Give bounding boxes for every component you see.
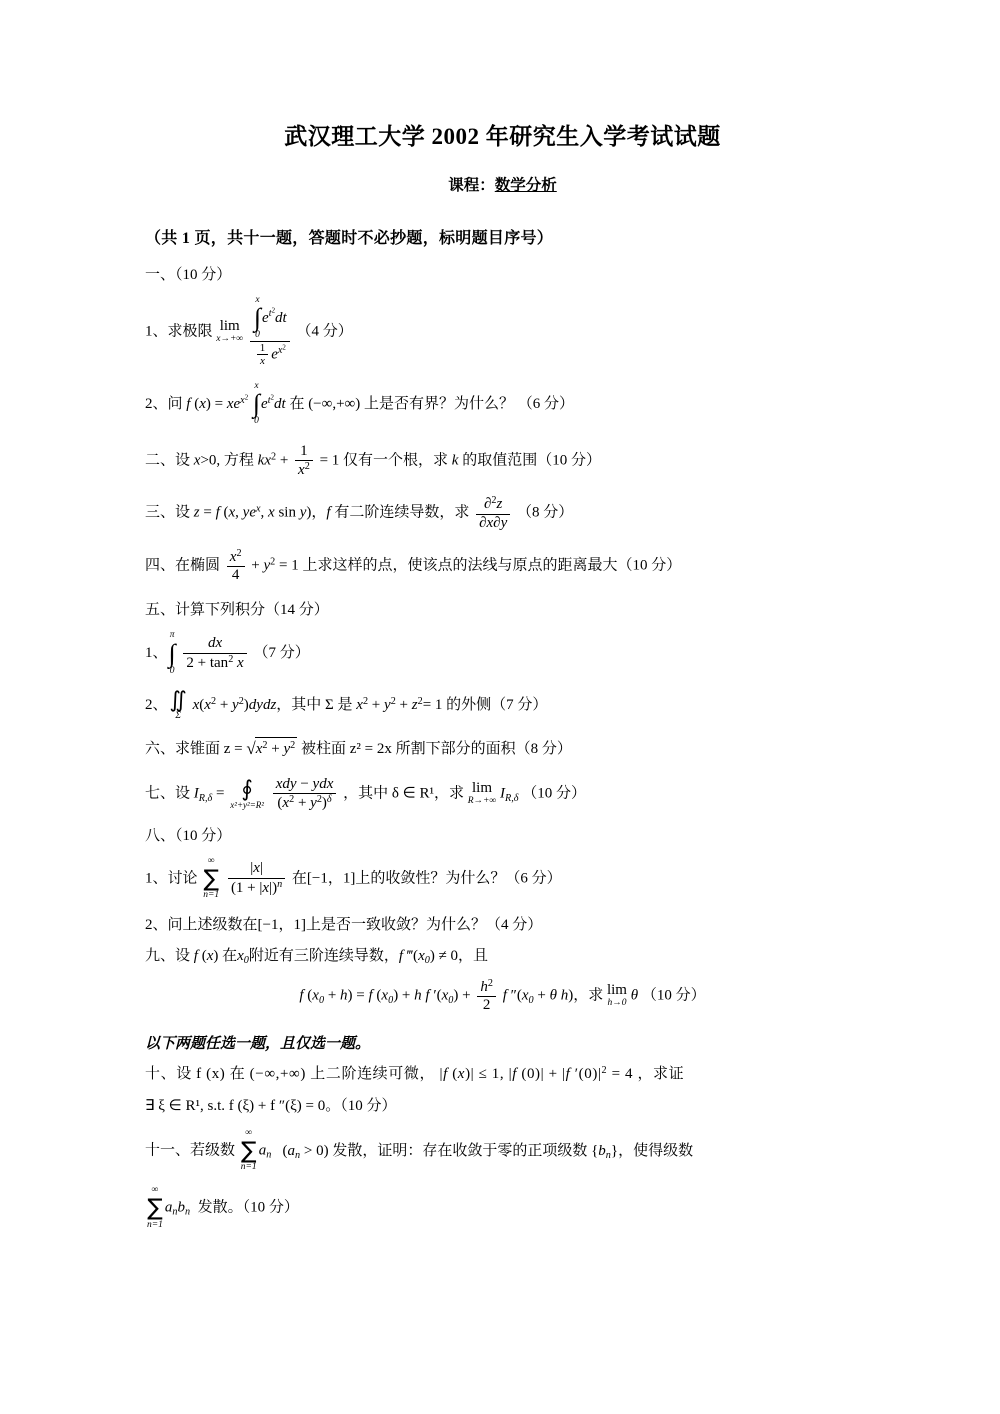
question-1-2: 2、问 f $(x) = xe^{x^2}$ x ∫ 0 $e^{t^2}dt$ 在 (−∞,+∞) 上是否有界？为什么？ （6 分） [145, 380, 575, 427]
course-line [145, 173, 860, 195]
question-6: 六、求锥面 $z = √x^2 + y^2$ 被柱面 z² = 2x 所割下部分的面积（8 分） [145, 736, 860, 762]
question-10-mid: ，求证 [637, 1066, 685, 1083]
limit-operator: lim h→0 [606, 982, 627, 1008]
question-3: 三、设 z = f (x, $ye^x$, x sin y)，f 有二阶连续导数，求 $\frac{\partial^2z}{\partial x\partial y}$ （8 分） [145, 495, 574, 531]
question-4: 四、在椭圆 $\frac{x^2}{4}$ + $y^2 = 1$ 上求这样的点，使该点的法线与原点的距离最大（10 分） [145, 547, 682, 584]
question-11-score: （10 分） [242, 1199, 299, 1216]
question-5-2-score: （7 分） [491, 697, 548, 714]
question-6-tail: 被柱面 z² = 2x 所割下部分的面积 [300, 741, 516, 758]
course-prefix: 课程： [448, 177, 495, 194]
question-3-score: （8 分） [517, 505, 574, 522]
question-6-prefix: 六、求锥面 z = [145, 741, 243, 758]
integral-sign: x ∫ 0 [252, 380, 261, 427]
question-8-2 [145, 914, 860, 937]
question-8-1-prefix: 1、讨论 [145, 870, 198, 887]
integral-sign: π ∫ 0 [168, 630, 176, 676]
question-5-2-tail: = 1 的外侧 [422, 697, 492, 714]
question-5-label [145, 599, 860, 622]
limit-operator: lim R→+∞ [467, 780, 497, 806]
question-9-equation: f $(x_0 + h) = f$ $(x_0) + h$ f $'(x_0)$ + $\frac{h^2}{2}$ f $''(x_0 + \theta$ h)，求 lim h→0 θ （10 分） [299, 977, 706, 1013]
question-5-1: 1、 π ∫ 0 $\frac{dx}{2 + \tan^2 x}$ （7 分） [145, 630, 310, 676]
question-11-mid: $(a_n > 0)$ 发散，证明：存在收敛于零的正项级数 $\{b_n\}$，使得级数 [282, 1142, 694, 1161]
question-1-1-text: 1、求极限 [145, 323, 213, 340]
question-9-score: （10 分） [641, 987, 706, 1004]
question-6-score: （8 分） [515, 741, 572, 758]
question-1-label: 一、（10 分） [145, 267, 232, 283]
question-10-prefix: 十、设 f (x) 在 (−∞,+∞) 上二阶连续可微， [145, 1066, 436, 1083]
question-11-tail: ∞ ∑ n=1 $a_nb_n$ 发散。（10 分） [147, 1185, 299, 1230]
question-10-text: ∃ ξ ∈ R¹, s.t. f (ξ) + f ″(ξ) = 0。 [145, 1097, 341, 1114]
question-10: 十、设 f (x) 在 (−∞,+∞) 上二阶连续可微， |f (x)| ≤ 1, |f (0)| + |f $'(0)|^2 = 4$ ，求证 [145, 1065, 685, 1083]
question-8-label: 八、（10 分） [145, 828, 232, 845]
question-5-score: （14 分） [265, 601, 329, 618]
optional-note: 以下两题任选一题，且仅选一题。 [145, 1036, 371, 1053]
summation-sign: ∞ ∑ n=1 [147, 1185, 163, 1230]
course-name: 数学分析 [494, 177, 557, 194]
question-11: 十一、若级数 ∞ ∑ n=1 $a_n$ $(a_n > 0)$ 发散，证明：存在收敛于零的正项级数 $\{b_n\}$，使得级数 [145, 1128, 694, 1173]
question-5-2-mid: ，其中 Σ 是 [276, 697, 353, 714]
question-1-2-text: 在 (−∞,+∞) 上是否有界？为什么？ [289, 395, 514, 412]
question-2: 二、设 x>0, 方程 $kx^2$ + $\frac{1}{x^2}$ = 1 仅有一个根，求 k 的取值范围（10 分） [145, 442, 601, 479]
question-10-conclusion [145, 1095, 860, 1118]
fraction: x ∫ 0 $e^{t^2}dt$ $\frac{1}{x}$ $e^{x^2}$ [250, 296, 290, 368]
question-1-2-score: （6 分） [517, 395, 575, 412]
question-5-1-score: （7 分） [253, 645, 310, 661]
question-5-text: 五、计算下列积分 [145, 601, 266, 618]
question-5-2: 2、 ∬ Σ $x(x^2$ + $y^2)dydz$，其中 Σ 是 $x^2 + y^2 + z^2= 1$ 的外侧（7 分） [145, 688, 548, 722]
question-4-score: （10 分） [617, 557, 682, 574]
double-integral-sign: ∬ Σ [169, 688, 187, 722]
question-1-2-prefix: 2、问 [145, 395, 183, 412]
question-11-text: 发散。 [197, 1199, 243, 1216]
summation-sign: ∞ ∑ n=1 [203, 855, 220, 900]
page-title: 武汉理工大学 2002 年研究生入学考试试题 [284, 124, 721, 149]
question-8-1-score: （6 分） [505, 870, 562, 887]
integral-sign: x ∫ 0 [253, 294, 262, 340]
question-9: 九、设 f (x) 在$x_0$附近有三阶连续导数，f $‴(x_0) \ne 0$，且 [145, 948, 489, 967]
question-8-2-score: （4 分） [485, 916, 543, 933]
contour-integral-sign: ∮ x²+y²=R² [230, 776, 264, 810]
question-10-score: （10 分） [340, 1097, 397, 1114]
instructions: （共 1 页，共十一题，答题时不必抄题，标明题目序号） [145, 230, 554, 247]
question-8-2-text: 2、问上述级数在[−1，1]上是否一致收敛？为什么？ [145, 916, 486, 933]
question-7: 七、设 $I_{R,\delta}$ = ∮ x²+y²=R² $\frac{\text{xdy − ydx}}{(x^2 + y^2)^\delta}$ ，其中 δ ∈ R¹，求 lim R→+∞ $I_{R,\delta}$ （10 分） [145, 775, 587, 811]
question-7-prefix: 七、设 [145, 785, 191, 802]
question-8-1: 1、讨论 ∞ ∑ n=1 $\frac{|x|}{(1 + |x|)^n}$ 在[−1，1]上的收敛性？为什么？（6 分） [145, 855, 562, 900]
summation-sign: ∞ ∑ n=1 [240, 1128, 257, 1173]
document-content [145, 118, 860, 1243]
question-7-mid: ，其中 δ ∈ R¹，求 [343, 785, 464, 802]
question-1-1 [145, 296, 860, 368]
question-11-prefix: 十一、若级数 [145, 1142, 236, 1159]
question-7-score: （10 分） [522, 785, 587, 802]
question-1-1-score: （4 分） [296, 323, 353, 340]
limit-operator: lim x→+∞ [216, 317, 244, 344]
question-2-score: （10 分） [537, 452, 601, 469]
question-8-1-tail: 在[−1，1]上的收敛性？为什么？ [291, 870, 506, 887]
